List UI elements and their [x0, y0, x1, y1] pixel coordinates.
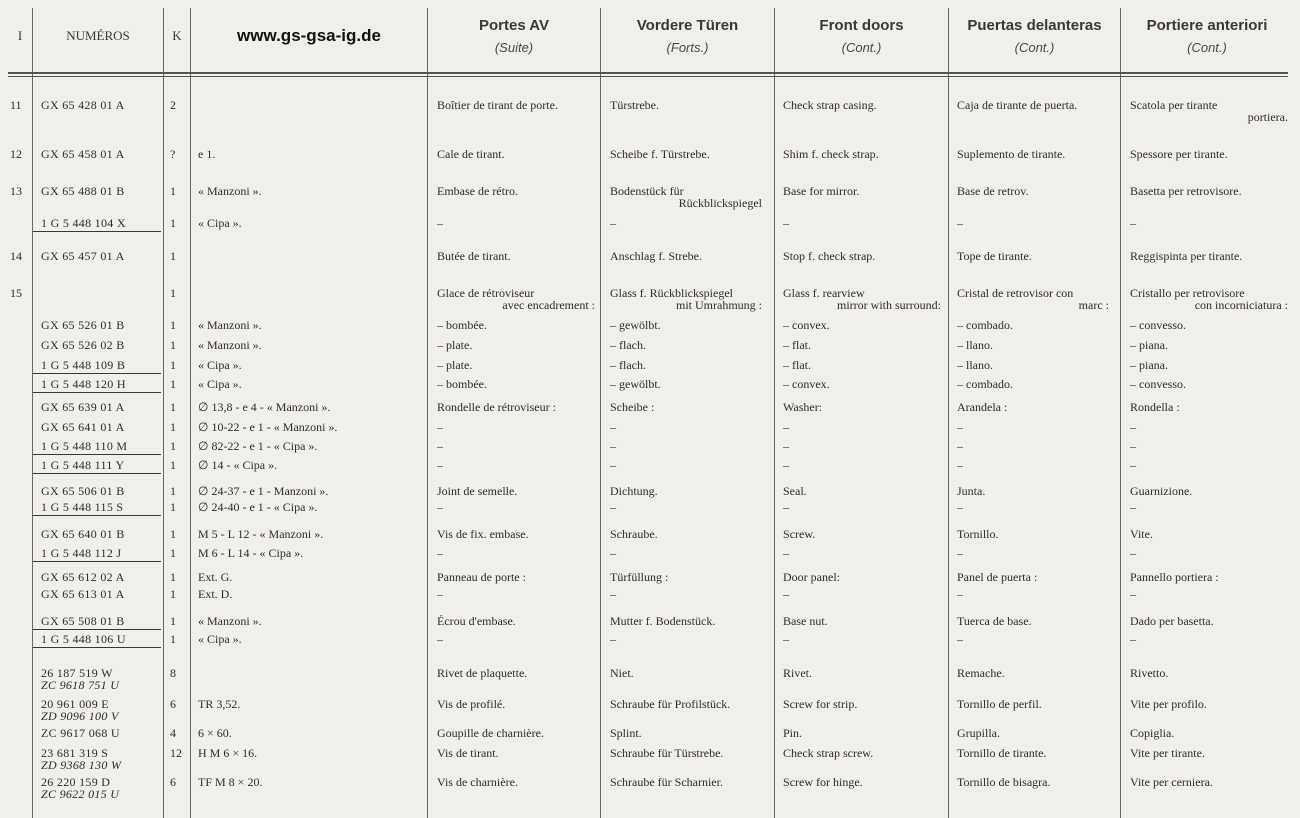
- desc-en: Washer:: [783, 400, 823, 414]
- column-divider: [427, 8, 428, 818]
- header-website: [191, 0, 427, 72]
- note: TR 3,52.: [198, 697, 241, 711]
- desc-fr: Vis de tirant.: [437, 746, 499, 760]
- part-number-alt: ZC 9618 751 U: [41, 678, 120, 692]
- desc-es: –: [957, 439, 963, 453]
- column-divider: [948, 8, 949, 818]
- desc-it: Dado per basetta.: [1130, 614, 1214, 628]
- note: M 6 - L 14 - « Cipa ».: [198, 546, 304, 560]
- part-number: GX 65 612 02 A: [41, 570, 125, 584]
- desc-es: Caja de tirante de puerta.: [957, 98, 1078, 112]
- desc-de: – gewölbt.: [610, 318, 661, 332]
- note: « Manzoni ».: [198, 338, 262, 352]
- note: « Cipa ».: [198, 632, 242, 646]
- desc-it-cont: con incorniciatura :: [1194, 298, 1288, 312]
- note: « Cipa ».: [198, 358, 242, 372]
- part-number: 1 G 5 448 120 H: [41, 377, 126, 391]
- desc-es: Suplemento de tirante.: [957, 147, 1066, 161]
- desc-it: –: [1130, 458, 1136, 472]
- row-index: 14: [10, 249, 22, 263]
- part-number: 1 G 5 448 112 J: [41, 546, 122, 560]
- desc-it: –: [1130, 439, 1136, 453]
- desc-fr: –: [437, 546, 443, 560]
- quantity: 1: [170, 358, 176, 372]
- desc-de: Niet.: [610, 666, 634, 680]
- desc-es: Tornillo de tirante.: [957, 746, 1047, 760]
- header-k: [164, 0, 190, 72]
- desc-it: Basetta per retrovisore.: [1130, 184, 1242, 198]
- desc-fr: Vis de charnière.: [437, 775, 518, 789]
- desc-fr: –: [437, 420, 443, 434]
- row-index: 11: [10, 98, 22, 112]
- desc-fr: – plate.: [437, 338, 473, 352]
- desc-fr: –: [437, 500, 443, 514]
- desc-es: Cristal de retrovisor con: [957, 286, 1074, 300]
- desc-en: Rivet.: [783, 666, 812, 680]
- part-number: GX 65 640 01 B: [41, 527, 125, 541]
- desc-de: Splint.: [610, 726, 642, 740]
- desc-it: –: [1130, 420, 1136, 434]
- desc-de: Schraube für Scharnier.: [610, 775, 723, 789]
- desc-fr: Écrou d'embase.: [437, 614, 516, 628]
- desc-fr: – bombée.: [437, 318, 487, 332]
- desc-it: Copiglia.: [1130, 726, 1175, 740]
- header-k-label: K: [172, 28, 182, 43]
- desc-fr: –: [437, 439, 443, 453]
- desc-de: Türstrebe.: [610, 98, 659, 112]
- desc-de: Schraube für Türstrebe.: [610, 746, 724, 760]
- desc-en: –: [783, 632, 789, 646]
- quantity: 1: [170, 546, 176, 560]
- desc-de: –: [610, 587, 616, 601]
- desc-es: – combado.: [957, 377, 1013, 391]
- row-index: 12: [10, 147, 22, 161]
- column-divider: [1120, 8, 1121, 818]
- desc-es: Remache.: [957, 666, 1005, 680]
- desc-es: –: [957, 458, 963, 472]
- desc-es: Junta.: [957, 484, 986, 498]
- part-underline: [33, 647, 161, 648]
- note: ∅ 24-40 - e 1 - « Cipa ».: [198, 500, 318, 514]
- desc-de: –: [610, 458, 616, 472]
- desc-es: Tornillo de perfil.: [957, 697, 1042, 711]
- part-number: GX 65 526 02 B: [41, 338, 125, 352]
- quantity: 1: [170, 216, 176, 230]
- quantity: 1: [170, 184, 176, 198]
- desc-fr: Glace de rétroviseur: [437, 286, 535, 300]
- header-index: [8, 0, 32, 72]
- note: ∅ 24-37 - e 1 - Manzoni ».: [198, 484, 329, 498]
- desc-fr: Cale de tirant.: [437, 147, 505, 161]
- desc-es-cont: marc :: [1078, 298, 1109, 312]
- quantity: 1: [170, 500, 176, 514]
- desc-de: –: [610, 439, 616, 453]
- part-number: 1 G 5 448 111 Y: [41, 458, 125, 472]
- desc-fr: Vis de profilé.: [437, 697, 506, 711]
- desc-en: Base nut.: [783, 614, 828, 628]
- desc-it-cont: portiera.: [1247, 110, 1288, 124]
- desc-de: Anschlag f. Strebe.: [610, 249, 702, 263]
- part-underline: [33, 231, 161, 232]
- desc-de: – flach.: [610, 358, 646, 372]
- quantity: 1: [170, 249, 176, 263]
- part-number: 26 220 159 D: [41, 775, 111, 789]
- part-number: 1 G 5 448 109 B: [41, 358, 126, 372]
- desc-it: Scatola per tirante: [1130, 98, 1218, 112]
- quantity: 1: [170, 400, 176, 414]
- desc-de: Bodenstück für: [610, 184, 684, 198]
- desc-en: Base for mirror.: [783, 184, 860, 198]
- desc-en: Check strap casing.: [783, 98, 877, 112]
- quantity: 1: [170, 377, 176, 391]
- desc-fr: Goupille de charnière.: [437, 726, 544, 740]
- desc-it: Vite per profilo.: [1130, 697, 1207, 711]
- desc-en: –: [783, 500, 789, 514]
- note: « Cipa ».: [198, 216, 242, 230]
- desc-es: Panel de puerta :: [957, 570, 1038, 584]
- desc-es: Tuerca de base.: [957, 614, 1032, 628]
- desc-fr: –: [437, 587, 443, 601]
- part-number: GX 65 639 01 A: [41, 400, 125, 414]
- quantity: 2: [170, 98, 176, 112]
- part-number: 26 187 519 W: [41, 666, 113, 680]
- desc-fr: Butée de tirant.: [437, 249, 511, 263]
- desc-en: Screw.: [783, 527, 816, 541]
- header-rule: [8, 72, 1288, 74]
- desc-it: – convesso.: [1130, 377, 1186, 391]
- part-underline: [33, 373, 161, 374]
- header-en: [775, 0, 948, 72]
- part-underline: [33, 629, 161, 630]
- part-number: 1 G 5 448 110 M: [41, 439, 128, 453]
- desc-fr: Rondelle de rétroviseur :: [437, 400, 556, 414]
- header-numbers: [33, 0, 163, 72]
- part-number-alt: ZD 9368 130 W: [41, 758, 122, 772]
- note: ∅ 13,8 - e 4 - « Manzoni ».: [198, 400, 331, 414]
- desc-it: Rondella :: [1130, 400, 1180, 414]
- header-it: [1121, 0, 1293, 72]
- desc-it: Spessore per tirante.: [1130, 147, 1228, 161]
- part-underline: [33, 454, 161, 455]
- desc-es: Arandela :: [957, 400, 1008, 414]
- desc-fr: –: [437, 458, 443, 472]
- quantity: 4: [170, 726, 176, 740]
- desc-it: – convesso.: [1130, 318, 1186, 332]
- desc-it: Rivetto.: [1130, 666, 1169, 680]
- note: ∅ 82-22 - e 1 - « Cipa ».: [198, 439, 318, 453]
- desc-de: –: [610, 632, 616, 646]
- note: ∅ 10-22 - e 1 - « Manzoni ».: [198, 420, 338, 434]
- desc-it: Pannello portiera :: [1130, 570, 1219, 584]
- desc-en: – flat.: [783, 358, 811, 372]
- desc-en: –: [783, 546, 789, 560]
- part-number: 1 G 5 448 115 S: [41, 500, 124, 514]
- desc-es: – llano.: [957, 338, 993, 352]
- quantity: 1: [170, 614, 176, 628]
- desc-es: Base de retrov.: [957, 184, 1029, 198]
- desc-es: Tornillo.: [957, 527, 999, 541]
- header-de-sub: (Forts.): [666, 40, 709, 55]
- row-index: 15: [10, 286, 22, 300]
- desc-en: Shim f. check strap.: [783, 147, 879, 161]
- desc-es: –: [957, 500, 963, 514]
- desc-fr: – plate.: [437, 358, 473, 372]
- note: H M 6 × 16.: [198, 746, 258, 760]
- quantity: 6: [170, 775, 176, 789]
- quantity: 1: [170, 484, 176, 498]
- header-fr-title: Portes AV: [478, 17, 550, 34]
- desc-en: –: [783, 458, 789, 472]
- desc-en: Stop f. check strap.: [783, 249, 876, 263]
- part-number: GX 65 428 01 A: [41, 98, 125, 112]
- desc-es: – combado.: [957, 318, 1013, 332]
- desc-es: Tope de tirante.: [957, 249, 1032, 263]
- desc-it: Vite.: [1130, 527, 1153, 541]
- desc-de: Scheibe f. Türstrebe.: [610, 147, 710, 161]
- header-es-title: Puertas delanteras: [967, 17, 1102, 34]
- header-it-title: Portiere anteriori: [1146, 17, 1268, 34]
- quantity: 1: [170, 527, 176, 541]
- desc-it: Vite per tirante.: [1130, 746, 1205, 760]
- desc-de: – gewölbt.: [610, 377, 661, 391]
- desc-es: –: [957, 420, 963, 434]
- desc-fr-cont: avec encadrement :: [502, 298, 595, 312]
- header-de-title: Vordere Türen: [636, 17, 739, 34]
- desc-es: –: [957, 632, 963, 646]
- desc-fr: Boîtier de tirant de porte.: [437, 98, 558, 112]
- desc-en: – flat.: [783, 338, 811, 352]
- header-index-label: I: [17, 28, 23, 43]
- desc-es: Tornillo de bisagra.: [957, 775, 1051, 789]
- part-number: 1 G 5 448 104 X: [41, 216, 126, 230]
- desc-fr: Panneau de porte :: [437, 570, 526, 584]
- header-es: [949, 0, 1120, 72]
- desc-de: Mutter f. Bodenstück.: [610, 614, 716, 628]
- header-numbers-label: NUMÉROS: [66, 28, 130, 43]
- column-divider: [32, 8, 33, 818]
- website-link[interactable]: www.gs-gsa-ig.de: [237, 26, 381, 45]
- quantity: 1: [170, 632, 176, 646]
- part-number: 20 961 009 E: [41, 697, 109, 711]
- part-number: GX 65 458 01 A: [41, 147, 125, 161]
- desc-en: Seal.: [783, 484, 807, 498]
- note: ∅ 14 - « Cipa ».: [198, 458, 278, 472]
- note: « Manzoni ».: [198, 184, 262, 198]
- header-it-sub: (Cont.): [1187, 40, 1227, 55]
- desc-fr: Vis de fix. embase.: [437, 527, 529, 541]
- part-number: 23 681 319 S: [41, 746, 109, 760]
- desc-de: –: [610, 546, 616, 560]
- quantity: 6: [170, 697, 176, 711]
- part-underline: [33, 515, 161, 516]
- part-number: GX 65 641 01 A: [41, 420, 125, 434]
- desc-de: – flach.: [610, 338, 646, 352]
- desc-it: –: [1130, 546, 1136, 560]
- desc-fr: Embase de rétro.: [437, 184, 518, 198]
- part-number-alt: ZC 9622 015 U: [41, 787, 120, 801]
- desc-en: –: [783, 439, 789, 453]
- part-underline: [33, 473, 161, 474]
- quantity: 1: [170, 420, 176, 434]
- desc-es: –: [957, 216, 963, 230]
- desc-it: Reggispinta per tirante.: [1130, 249, 1243, 263]
- quantity: 8: [170, 666, 176, 680]
- note: Ext. G.: [198, 570, 233, 584]
- part-number: ZC 9617 068 U: [41, 726, 120, 740]
- desc-en: Door panel:: [783, 570, 840, 584]
- note: M 5 - L 12 - « Manzoni ».: [198, 527, 324, 541]
- note: e 1.: [198, 147, 216, 161]
- column-divider: [774, 8, 775, 818]
- desc-es: –: [957, 546, 963, 560]
- desc-it: Guarnizione.: [1130, 484, 1193, 498]
- column-divider: [600, 8, 601, 818]
- desc-it: –: [1130, 632, 1136, 646]
- header-en-sub: (Cont.): [841, 40, 882, 55]
- desc-en: – convex.: [783, 318, 830, 332]
- note: Ext. D.: [198, 587, 233, 601]
- desc-de: –: [610, 216, 616, 230]
- quantity: 1: [170, 570, 176, 584]
- desc-de: Schraube für Profilstück.: [610, 697, 731, 711]
- part-number-alt: ZD 9096 100 V: [41, 709, 119, 723]
- desc-de: –: [610, 420, 616, 434]
- note: « Manzoni ».: [198, 614, 262, 628]
- desc-it: Vite per cerniera.: [1130, 775, 1213, 789]
- part-number: GX 65 508 01 B: [41, 614, 125, 628]
- quantity: 1: [170, 439, 176, 453]
- header-fr-sub: (Suite): [494, 40, 534, 55]
- desc-it: –: [1130, 216, 1136, 230]
- note: 6 × 60.: [198, 726, 232, 740]
- desc-de-cont: mit Umrahmung :: [676, 298, 762, 312]
- desc-en: –: [783, 216, 789, 230]
- desc-it: Cristallo per retrovisore: [1130, 286, 1245, 300]
- part-number: GX 65 488 01 B: [41, 184, 125, 198]
- desc-it: –: [1130, 500, 1136, 514]
- desc-it: – piana.: [1130, 338, 1168, 352]
- quantity: 12: [170, 746, 182, 760]
- part-number: GX 65 506 01 B: [41, 484, 125, 498]
- quantity: 1: [170, 587, 176, 601]
- desc-fr: –: [437, 216, 443, 230]
- desc-fr: –: [437, 632, 443, 646]
- note: « Cipa ».: [198, 377, 242, 391]
- desc-en: Check strap screw.: [783, 746, 874, 760]
- desc-es: – llano.: [957, 358, 993, 372]
- desc-de: Glass f. Rückblickspiegel: [610, 286, 733, 300]
- desc-en: Pin.: [783, 726, 803, 740]
- note: TF M 8 × 20.: [198, 775, 263, 789]
- part-number: GX 65 613 01 A: [41, 587, 125, 601]
- header-fr: [428, 0, 600, 72]
- part-number: 1 G 5 448 106 U: [41, 632, 126, 646]
- desc-en: Screw for hinge.: [783, 775, 863, 789]
- column-divider: [163, 8, 164, 818]
- quantity: ?: [170, 147, 176, 161]
- desc-fr: Rivet de plaquette.: [437, 666, 528, 680]
- desc-de: Dichtung.: [610, 484, 658, 498]
- desc-de: Türfüllung :: [610, 570, 669, 584]
- part-number: GX 65 457 01 A: [41, 249, 125, 263]
- desc-es: –: [957, 587, 963, 601]
- note: « Manzoni ».: [198, 318, 262, 332]
- part-underline: [33, 392, 161, 393]
- desc-de: Schraube.: [610, 527, 658, 541]
- desc-en: –: [783, 587, 789, 601]
- part-underline: [33, 561, 161, 562]
- desc-fr: – bombée.: [437, 377, 487, 391]
- header-de: [601, 0, 774, 72]
- header-rule-thin: [8, 76, 1288, 77]
- desc-de: –: [610, 500, 616, 514]
- header-en-title: Front doors: [819, 17, 904, 34]
- quantity: 1: [170, 318, 176, 332]
- desc-es: Grupilla.: [957, 726, 1000, 740]
- desc-it: –: [1130, 587, 1136, 601]
- part-number: GX 65 526 01 B: [41, 318, 125, 332]
- desc-en-cont: mirror with surround:: [837, 298, 941, 312]
- desc-en: –: [783, 420, 789, 434]
- row-index: 13: [10, 184, 22, 198]
- column-divider: [190, 8, 191, 818]
- desc-it: – piana.: [1130, 358, 1168, 372]
- quantity: 1: [170, 338, 176, 352]
- desc-de: Scheibe :: [610, 400, 655, 414]
- desc-de-cont: Rückblickspiegel: [678, 196, 762, 210]
- header-es-sub: (Cont.): [1014, 40, 1055, 55]
- desc-en: Glass f. rearview: [783, 286, 865, 300]
- desc-fr: Joint de semelle.: [437, 484, 518, 498]
- desc-en: – convex.: [783, 377, 830, 391]
- desc-en: Screw for strip.: [783, 697, 858, 711]
- quantity: 1: [170, 458, 176, 472]
- quantity: 1: [170, 286, 176, 300]
